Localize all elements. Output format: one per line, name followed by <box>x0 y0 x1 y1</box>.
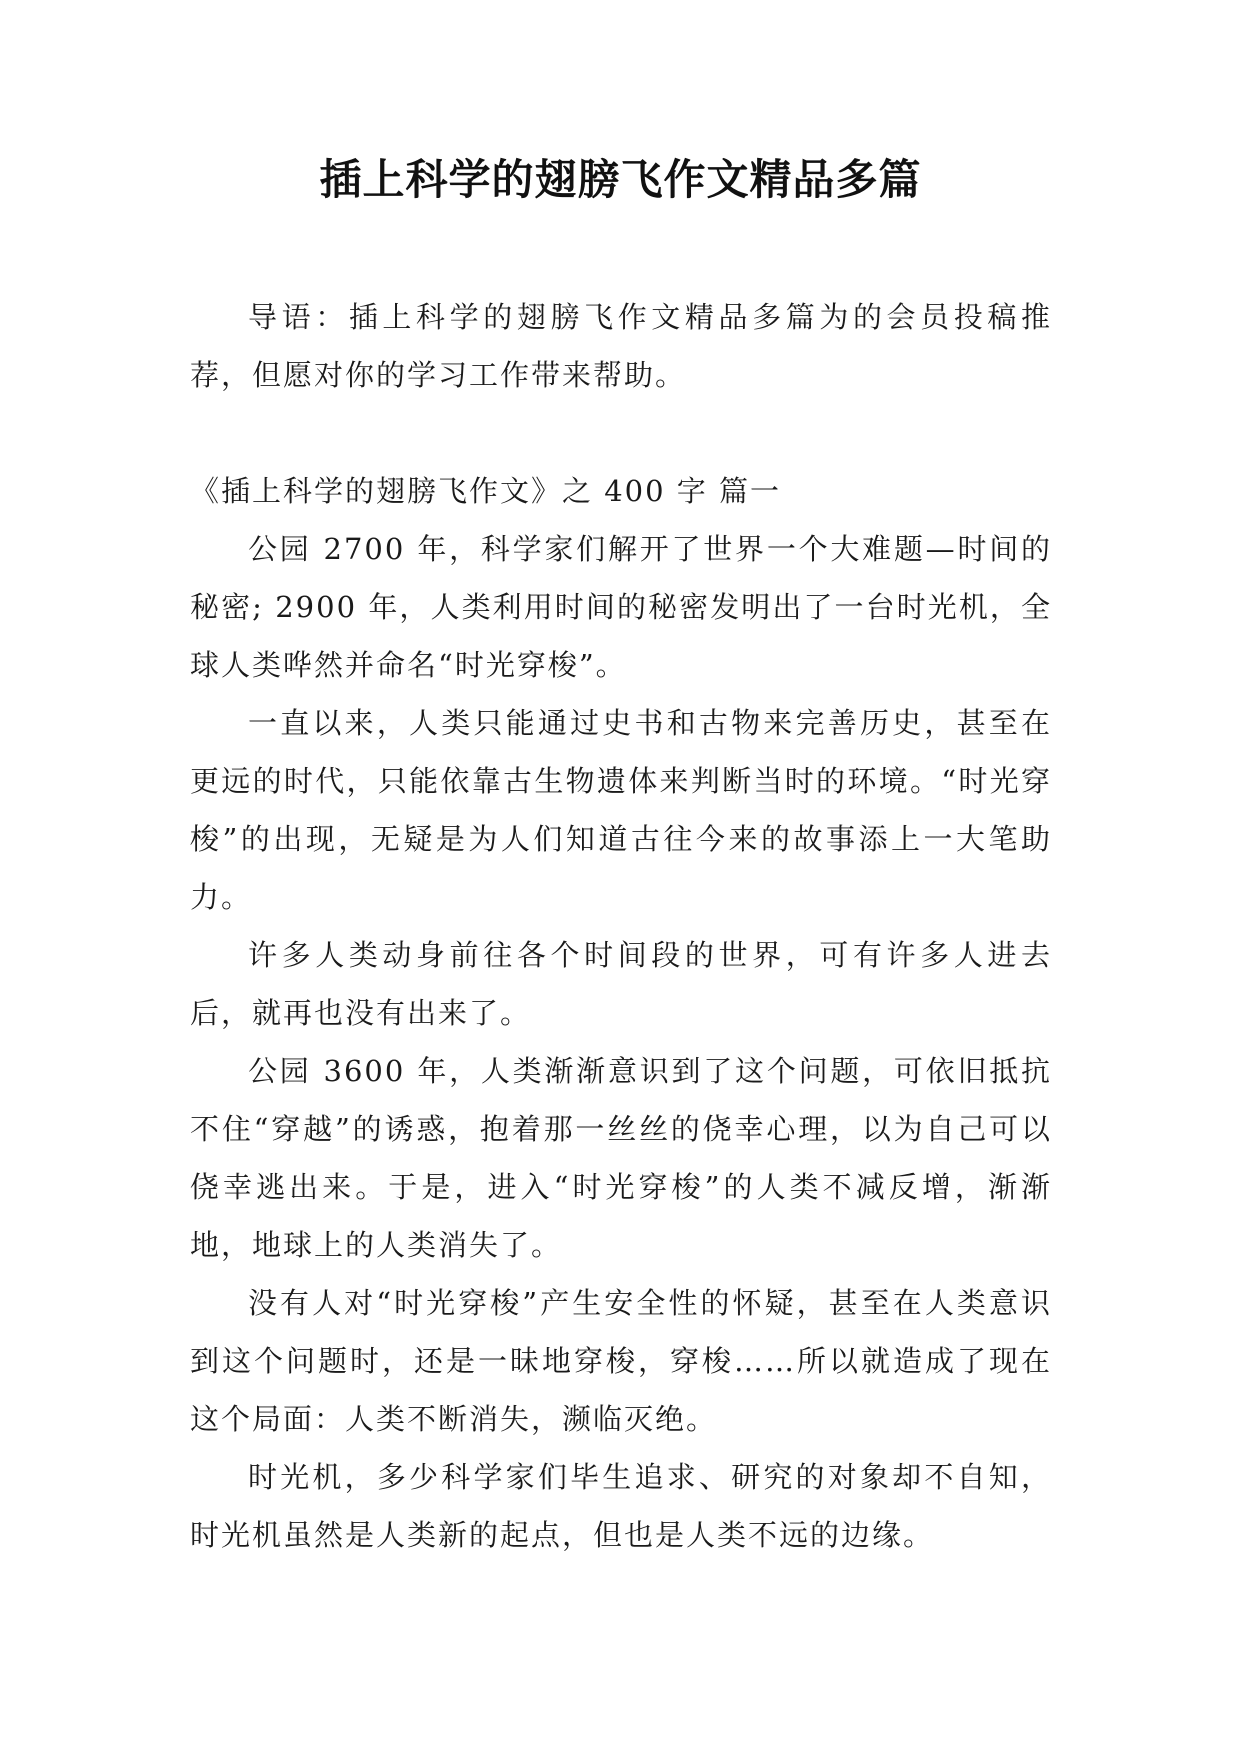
body-paragraph: 时光机，多少科学家们毕生追求、研究的对象却不自知，时光机虽然是人类新的起点，但也是人类不远的边缘。 <box>190 1460 1052 1552</box>
body-paragraph: 公园 3600 年，人类渐渐意识到了这个问题，可依旧抵抗不住“穿越”的诱惑，抱着那一丝丝的侥幸心理，以为自己可以侥幸逃出来。于是，进入“时光穿梭”的人类不减反增，渐渐地，地球上的人类消失了。 <box>190 1054 1052 1262</box>
document-body <box>190 288 1052 1564</box>
body-paragraph: 没有人对“时光穿梭”产生安全性的怀疑，甚至在人类意识到这个问题时，还是一昧地穿梭，穿梭……所以就造成了现在这个局面：人类不断消失，濒临灭绝。 <box>190 1286 1052 1436</box>
section-heading: 《插上科学的翅膀飞作文》之 400 字 篇一 <box>190 474 782 508</box>
body-paragraph: 一直以来，人类只能通过史书和古物来完善历史，甚至在更远的时代，只能依靠古生物遗体来判断当时的环境。“时光穿梭”的出现，无疑是为人们知道古往今来的故事添上一大笔助力。 <box>190 706 1052 914</box>
body-paragraph: 许多人类动身前往各个时间段的世界，可有许多人进去后，就再也没有出来了。 <box>190 938 1052 1030</box>
document-title: 插上科学的翅膀飞作文精品多篇 <box>319 155 922 204</box>
intro-paragraph: 导语：插上科学的翅膀飞作文精品多篇为的会员投稿推荐，但愿对你的学习工作带来帮助。 <box>190 300 1052 392</box>
body-paragraph: 公园 2700 年，科学家们解开了世界一个大难题—时间的秘密; 2900 年，人类利用时间的秘密发明出了一台时光机，全球人类哗然并命名“时光穿梭”。 <box>190 532 1052 682</box>
